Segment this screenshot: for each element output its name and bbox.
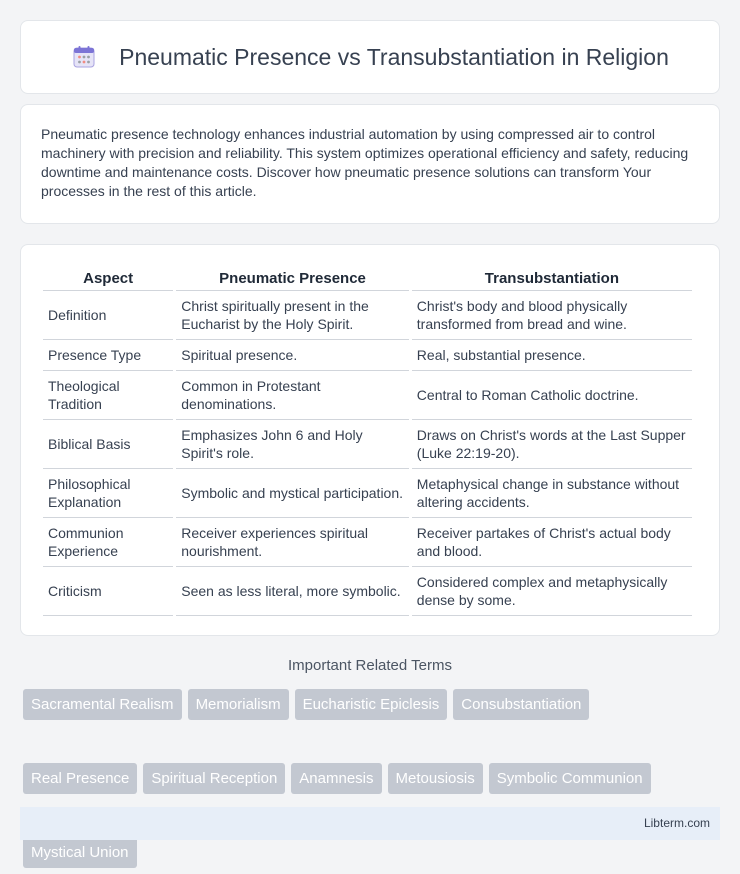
footer-site-link[interactable]: Libterm.com: [643, 816, 710, 830]
table-header-row: [43, 265, 692, 291]
table-cell: Metaphysical change in substance without altering accidents.: [412, 469, 692, 518]
table-cell: Theological Tradition: [43, 371, 173, 420]
table-cell: Considered complex and metaphysically dense by some.: [412, 567, 692, 616]
table-row: [43, 469, 692, 518]
related-term-tag[interactable]: Eucharistic Epiclesis: [295, 689, 448, 720]
table-cell: Communion Experience: [43, 518, 173, 567]
table-cell: Receiver experiences spiritual nourishment.: [176, 518, 409, 567]
table-row: [43, 518, 692, 567]
related-term-tag[interactable]: Metousiosis: [388, 763, 483, 794]
table-row: [43, 371, 692, 420]
intro-paragraph: Pneumatic presence technology enhances industrial automation by using compressed air to control machinery with precision and reliability. This system optimizes operational efficiency and safety, reducing downtime and maintenance costs. Discover how pneumatic presence solutions can transform Your processes in the rest of this article.: [41, 126, 689, 199]
related-term-tag[interactable]: Mystical Union: [23, 837, 137, 868]
table-cell: Draws on Christ's words at the Last Supper (Luke 22:19-20).: [412, 420, 692, 469]
table-row: [43, 340, 692, 371]
column-header: Transubstantiation: [412, 265, 692, 291]
comparison-table: [40, 265, 695, 616]
table-cell: Emphasizes John 6 and Holy Spirit's role.: [176, 420, 409, 469]
related-term-tag[interactable]: Sacramental Realism: [23, 689, 182, 720]
table-row: [43, 291, 692, 340]
related-term-tag[interactable]: Memorialism: [188, 689, 289, 720]
header-card: [20, 20, 720, 94]
intro-card: [20, 104, 720, 224]
column-header: Aspect: [43, 265, 173, 291]
table-row: [43, 420, 692, 469]
table-cell: Biblical Basis: [43, 420, 173, 469]
table-cell: Philosophical Explanation: [43, 469, 173, 518]
table-cell: Common in Protestant denominations.: [176, 371, 409, 420]
table-cell: Definition: [43, 291, 173, 340]
related-term-tag[interactable]: Anamnesis: [291, 763, 381, 794]
calendar-grid-icon: [71, 44, 97, 70]
footer: [20, 807, 720, 840]
table-cell: Real, substantial presence.: [412, 340, 692, 371]
table-cell: Presence Type: [43, 340, 173, 371]
related-term-tag[interactable]: Spiritual Reception: [143, 763, 285, 794]
related-terms-title: Important Related Terms: [288, 657, 452, 674]
table-cell: Symbolic and mystical participation.: [176, 469, 409, 518]
page-title: Pneumatic Presence vs Transubstantiation in Religion: [119, 43, 669, 70]
table-cell: Criticism: [43, 567, 173, 616]
related-terms-tags: [23, 689, 723, 874]
table-cell: Christ's body and blood physically transformed from bread and wine.: [412, 291, 692, 340]
table-cell: Christ spiritually present in the Eucharist by the Holy Spirit.: [176, 291, 409, 340]
table-cell: Spiritual presence.: [176, 340, 409, 371]
table-cell: Central to Roman Catholic doctrine.: [412, 371, 692, 420]
table-cell: Seen as less literal, more symbolic.: [176, 567, 409, 616]
related-term-tag[interactable]: Consubstantiation: [453, 689, 589, 720]
column-header: Pneumatic Presence: [176, 265, 409, 291]
table-row: [43, 567, 692, 616]
related-term-tag[interactable]: Real Presence: [23, 763, 137, 794]
related-term-tag[interactable]: Symbolic Communion: [489, 763, 651, 794]
comparison-table-card: [20, 244, 720, 636]
table-cell: Receiver partakes of Christ's actual body and blood.: [412, 518, 692, 567]
